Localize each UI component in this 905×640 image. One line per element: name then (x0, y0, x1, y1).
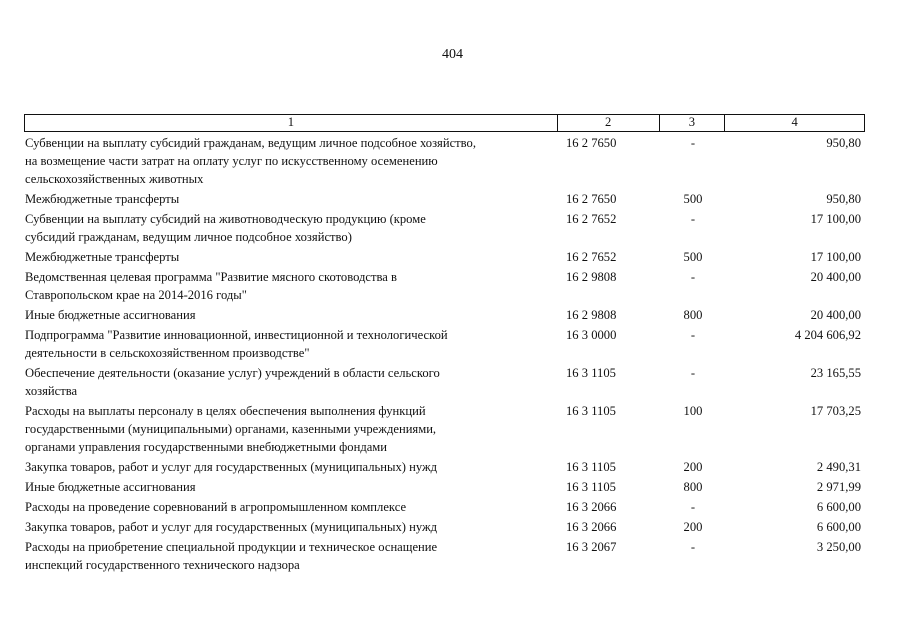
row-code: 16 2 7650 (566, 136, 617, 150)
description-line: хозяйства (25, 384, 78, 398)
row-expense-type: - (690, 540, 696, 554)
description-line: органами управления государственными внебюджетными фондами (25, 440, 388, 454)
header-col-2: 2 (558, 115, 660, 131)
description-line: на возмещение части затрат на оплату услуг по искусственному осеменению (25, 154, 438, 168)
description-line: Субвенции на выплату субсидий на животноводческую продукцию (кроме (25, 212, 426, 226)
row-amount: 23 165,55 (810, 366, 861, 380)
description-line: Иные бюджетные ассигнования (25, 480, 196, 494)
table-row (24, 364, 865, 400)
row-amount: 3 250,00 (816, 540, 861, 554)
table-row (24, 538, 865, 574)
description-line: Расходы на приобретение специальной продукции и техническое оснащение (25, 540, 438, 554)
row-expense-type: 800 (683, 480, 703, 494)
row-description (24, 268, 558, 304)
description-line: Расходы на выплаты персоналу в целях обеспечения выполнения функций (25, 404, 426, 418)
header-col-4: 4 (791, 115, 798, 129)
description-line: Закупка товаров, работ и услуг для государственных (муниципальных) нужд (25, 460, 438, 474)
table-row (24, 306, 865, 324)
description-line: деятельности в сельскохозяйственном производстве" (25, 346, 310, 360)
row-code: 16 2 7652 (566, 212, 617, 226)
description-line: Субвенции на выплату субсидий гражданам, ведущим личное подсобное хозяйство, (25, 136, 476, 150)
table-row (24, 326, 865, 362)
row-description (24, 134, 558, 188)
description-line: Ставропольском крае на 2014-2016 годы" (25, 288, 247, 302)
row-expense-type: 500 (683, 250, 703, 264)
row-expense-type: - (690, 136, 696, 150)
row-code: 16 2 7652 (566, 250, 617, 264)
table-row (24, 518, 865, 536)
row-amount: 2 490,31 (816, 460, 861, 474)
table-row (24, 458, 865, 476)
row-expense-type: 100 (683, 404, 703, 418)
row-description (24, 402, 558, 456)
row-amount: 20 400,00 (810, 308, 861, 322)
row-amount: 17 703,25 (810, 404, 861, 418)
row-amount: 6 600,00 (816, 520, 861, 534)
row-code: 16 3 1105 (566, 404, 616, 418)
row-description (24, 210, 558, 246)
row-amount: 950,80 (826, 192, 861, 206)
row-expense-type: - (690, 500, 696, 514)
row-expense-type: 200 (683, 520, 703, 534)
row-code: 16 3 2066 (566, 520, 617, 534)
row-description (24, 478, 558, 496)
row-amount: 17 100,00 (810, 250, 861, 264)
row-description (24, 190, 558, 208)
header-col-1: 1 (25, 115, 558, 131)
table-row (24, 498, 865, 516)
row-amount: 2 971,99 (816, 480, 861, 494)
description-line: Расходы на проведение соревнований в агропромышленном комплексе (25, 500, 407, 514)
row-amount: 950,80 (826, 136, 861, 150)
description-line: государственными (муниципальными) органами, казенными учреждениями, (25, 422, 437, 436)
row-expense-type: 500 (683, 192, 703, 206)
row-code: 16 3 1105 (566, 480, 616, 494)
row-expense-type: - (690, 328, 696, 342)
description-line: сельскохозяйственных животных (25, 172, 204, 186)
table-row (24, 248, 865, 266)
table-row (24, 478, 865, 496)
row-code: 16 2 7650 (566, 192, 617, 206)
header-col-3: 3 (660, 115, 726, 131)
row-expense-type: - (690, 212, 696, 226)
row-description (24, 248, 558, 266)
description-line: субсидий гражданам, ведущим личное подсобное хозяйство) (25, 230, 352, 244)
row-amount: 6 600,00 (816, 500, 861, 514)
row-description (24, 364, 558, 400)
row-amount: 20 400,00 (810, 270, 861, 284)
table-row (24, 268, 865, 304)
row-code: 16 3 2067 (566, 540, 617, 554)
description-line: Межбюджетные трансферты (25, 192, 180, 206)
table-body (24, 134, 865, 574)
row-description (24, 538, 558, 574)
row-expense-type: - (690, 366, 696, 380)
row-code: 16 3 2066 (566, 500, 617, 514)
row-expense-type: 800 (683, 308, 703, 322)
description-line: Ведомственная целевая программа "Развитие мясного скотоводства в (25, 270, 397, 284)
row-description (24, 306, 558, 324)
row-amount: 17 100,00 (810, 212, 861, 226)
description-line: Обеспечение деятельности (оказание услуг) учреждений в области сельского (25, 366, 440, 380)
description-line: Подпрограмма "Развитие инновационной, инвестиционной и технологической (25, 328, 448, 342)
row-amount: 4 204 606,92 (794, 328, 861, 342)
description-line: Иные бюджетные ассигнования (25, 308, 196, 322)
row-description (24, 458, 558, 476)
budget-table (24, 114, 865, 576)
table-row (24, 210, 865, 246)
row-code: 16 3 1105 (566, 460, 616, 474)
table-row (24, 134, 865, 188)
row-description (24, 498, 558, 516)
table-row (24, 190, 865, 208)
row-expense-type: 200 (683, 460, 703, 474)
row-description (24, 326, 558, 362)
row-code: 16 2 9808 (566, 308, 617, 322)
row-code: 16 3 1105 (566, 366, 616, 380)
row-code: 16 3 0000 (566, 328, 617, 342)
table-row (24, 402, 865, 456)
row-description (24, 518, 558, 536)
row-expense-type: - (690, 270, 696, 284)
description-line: Закупка товаров, работ и услуг для государственных (муниципальных) нужд (25, 520, 438, 534)
description-line: инспекций государственного технического надзора (25, 558, 300, 572)
description-line: Межбюджетные трансферты (25, 250, 180, 264)
row-code: 16 2 9808 (566, 270, 617, 284)
page-number: 404 (442, 47, 463, 62)
table-header-row (24, 114, 865, 132)
